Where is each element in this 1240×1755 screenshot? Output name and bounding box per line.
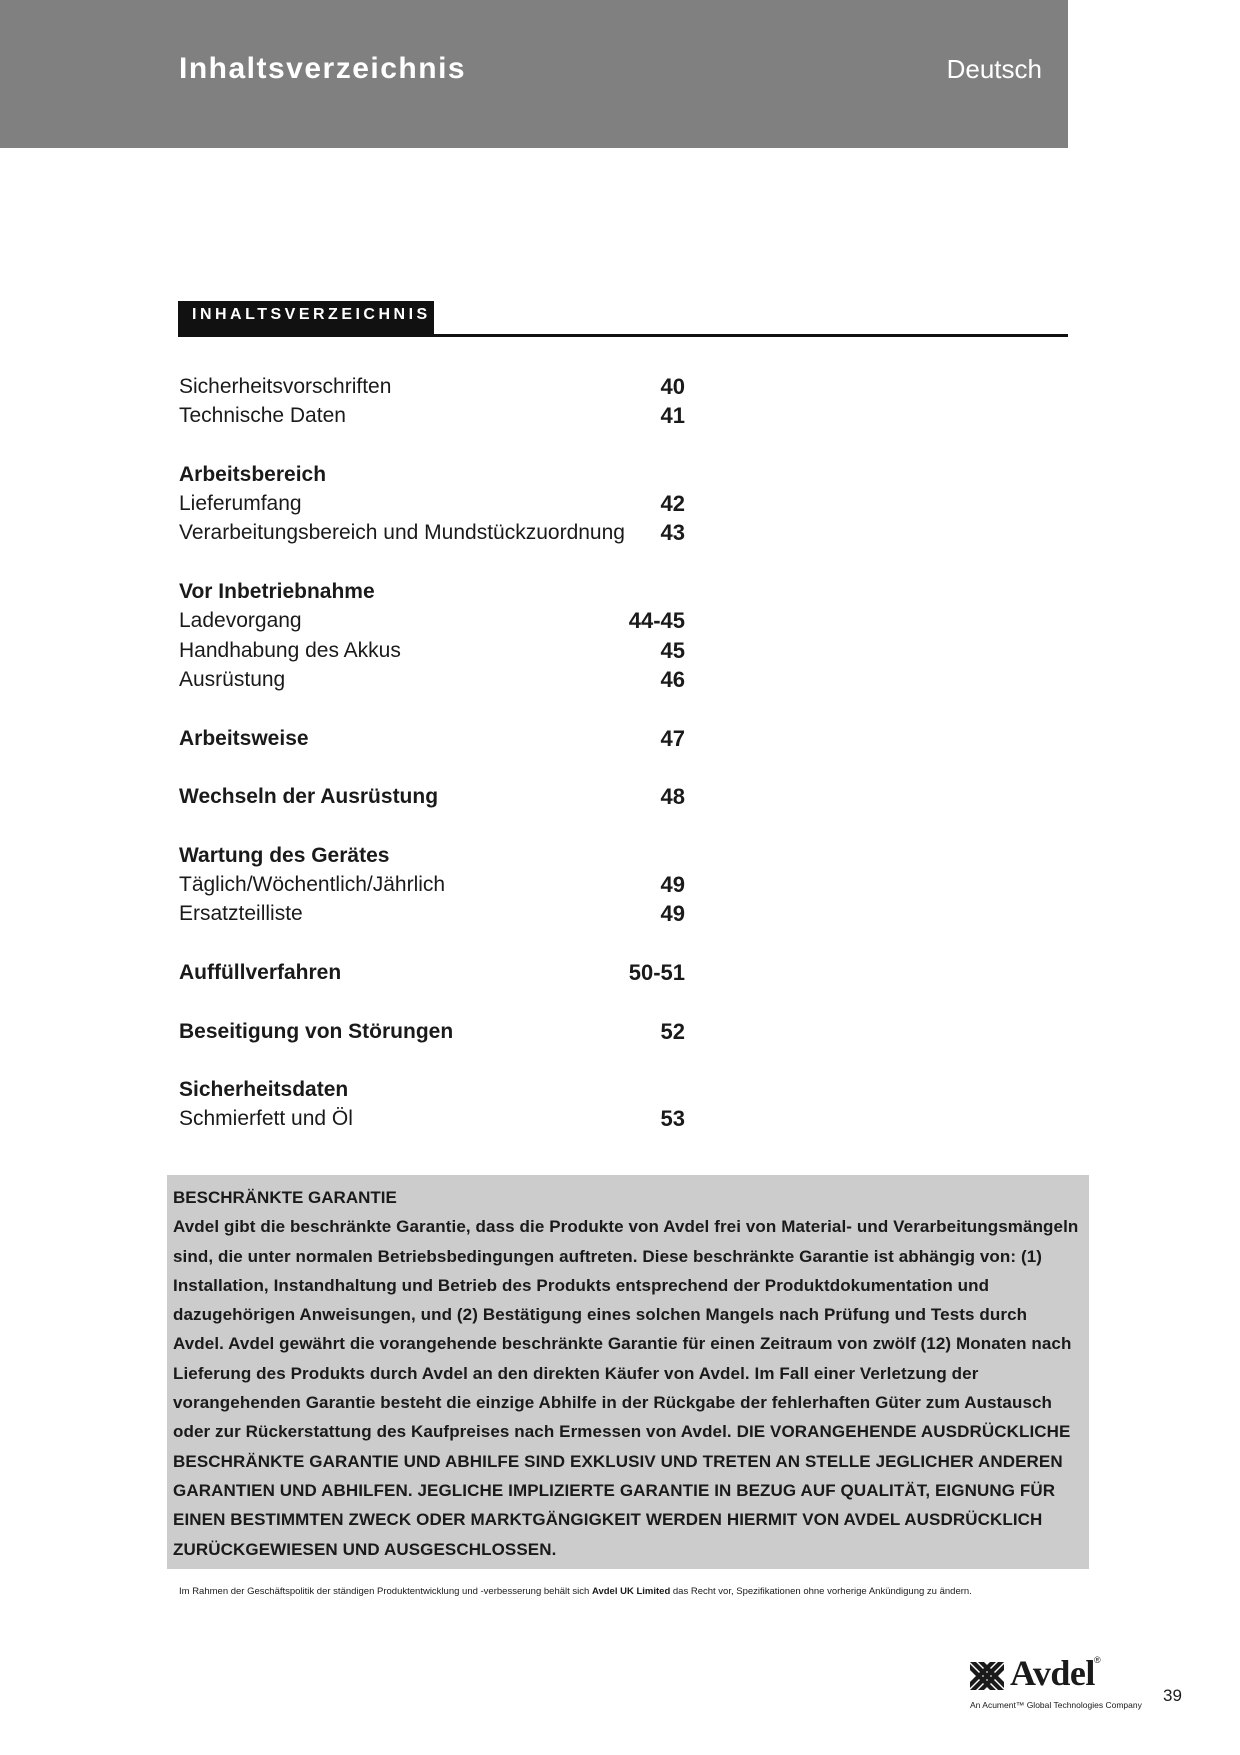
toc-entry: [179, 372, 685, 401]
toc-entry-page: 40: [660, 374, 685, 399]
toc-entry-page: 49: [660, 872, 685, 898]
toc-entry-page: 41: [660, 403, 685, 429]
toc-entry-title: Lieferumfang: [179, 492, 302, 516]
toc-entry-title: Handhabung des Akkus: [179, 638, 401, 662]
footnote-text-after: das Recht vor, Spezifikationen ohne vorherige Ankündigung zu ändern.: [670, 1586, 972, 1597]
toc-entry: [179, 899, 685, 928]
toc-entry-page: 48: [660, 784, 685, 810]
toc-entry: [179, 665, 685, 694]
toc-entry-page: 50-51: [628, 959, 685, 985]
toc-entry-page: 53: [660, 1106, 685, 1132]
toc-entry-page: 49: [660, 901, 685, 927]
toc-entry: [179, 489, 685, 518]
toc-entry-title: Technische Daten: [179, 404, 346, 428]
page-title: Inhaltsverzeichnis: [179, 52, 467, 85]
toc-entry: [179, 724, 685, 753]
header-band: [0, 0, 1068, 148]
warranty-title: BESCHRÄNKTE GARANTIE: [173, 1188, 397, 1207]
footnote: [179, 1586, 1079, 1597]
toc-entry: [179, 958, 685, 987]
brand-name: Avdel: [1010, 1653, 1095, 1693]
toc-entry-page: 47: [660, 725, 685, 751]
toc-entry-title: Ausrüstung: [179, 667, 286, 691]
toc-entry-title: Sicherheitsdaten: [179, 1078, 349, 1102]
toc-entry: [179, 401, 685, 430]
toc-entry-title: Arbeitsbereich: [179, 462, 327, 486]
warranty-box: [167, 1175, 1089, 1569]
toc-divider: [178, 334, 1068, 337]
toc-entry: [179, 1017, 685, 1046]
avdel-x-mark-icon: [970, 1662, 1004, 1690]
toc-entry-page: 46: [660, 666, 685, 692]
brand-tagline: An Acument™ Global Technologies Company: [970, 1700, 1142, 1710]
toc-entry-title: Wartung des Gerätes: [179, 843, 390, 867]
page-number: 39: [1163, 1686, 1182, 1705]
toc-entry: [179, 606, 685, 635]
toc-entry: [179, 518, 685, 547]
toc-entry: [179, 636, 685, 665]
toc-entry: [179, 870, 685, 899]
toc-entry-page: 42: [660, 491, 685, 517]
toc-entry-page: 43: [660, 520, 685, 546]
toc-entry-page: 45: [660, 637, 685, 663]
toc-entry-title: Täglich/Wöchentlich/Jährlich: [179, 873, 446, 897]
registered-mark: ®: [1094, 1655, 1101, 1665]
toc-entry-title: Verarbeitungsbereich und Mundstückzuordnung: [179, 521, 625, 545]
toc-entry-title: Ladevorgang: [179, 609, 302, 633]
toc-entry-page: 52: [660, 1018, 685, 1044]
toc-entry: [179, 1104, 685, 1133]
toc-entry: [179, 841, 685, 870]
toc-entry: [179, 1075, 685, 1104]
toc-entry: [179, 577, 685, 606]
toc-section-label: INHALTSVERZEICHNIS: [178, 301, 434, 337]
toc-entry-title: Vor Inbetriebnahme: [179, 580, 375, 604]
toc-entry-title: Schmierfett und Öl: [179, 1107, 353, 1131]
avdel-logo: [970, 1653, 1150, 1714]
toc-entry-page: 44-45: [628, 608, 685, 634]
language-label: Deutsch: [946, 54, 1042, 84]
toc-entry-title: Ersatzteilliste: [179, 902, 303, 926]
toc-entry: [179, 460, 685, 489]
toc-entry-title: Auffüllverfahren: [179, 960, 342, 984]
footnote-text-before: Im Rahmen der Geschäftspolitik der ständigen Produktentwicklung und -verbesserung behält sich: [179, 1586, 592, 1597]
toc-entry-title: Beseitigung von Störungen: [179, 1019, 454, 1043]
toc-entry-title: Sicherheitsvorschriften: [179, 375, 392, 398]
toc-entry-title: Arbeitsweise: [179, 726, 309, 750]
footnote-company: Avdel UK Limited: [591, 1586, 671, 1597]
toc-list: [179, 372, 685, 1134]
toc-entry: [179, 782, 685, 811]
warranty-body: Avdel gibt die beschränkte Garantie, dass die Produkte von Avdel frei von Material- und Verarbeitungsmängeln sind, die unter normalen Betriebsbedingungen auftreten. Diese beschränkte Garantie ist abhängig von: (1) Installation, Instandhaltung und Betrieb des Produkts entsprechend der Produktdokumentation und dazugehörigen Anweisungen, und (2) Bestätigung eines solchen Mangels nach Prüfung und Tests durch Avdel. Avdel gewährt die vorangehende beschränkte Garantie für einen Zeitraum von zwölf (12) Monaten nach Lieferung des Produkts durch Avdel an den direkten Käufer von Avdel. Im Fall einer Verletzung der vorangehenden Garantie besteht die einzige Abhilfe in der Rückgabe der fehlerhaften Güter zum Austausch oder zur Rückerstattung des Kaufpreises nach Ermessen von Avdel. DIE VORANGEHENDE AUSDRÜCKLICHE BESCHRÄNKTE GARANTIE UND ABHILFE SIND EXKLUSIV UND TRETEN AN STELLE JEGLICHER ANDEREN GARANTIEN UND ABHILFEN. JEGLICHE IMPLIZIERTE GARANTIE IN BEZUG AUF QUALITÄT, EIGNUNG FÜR EINEN BESTIMMTEN ZWECK ODER MARKTGÄNGIGKEIT WERDEN HIERMIT VON AVDEL AUSDRÜCKLICH ZURÜCKGEWIESEN UND AUSGESCHLOSSEN.: [173, 1217, 1079, 1559]
toc-entry-title: Wechseln der Ausrüstung: [179, 785, 439, 809]
